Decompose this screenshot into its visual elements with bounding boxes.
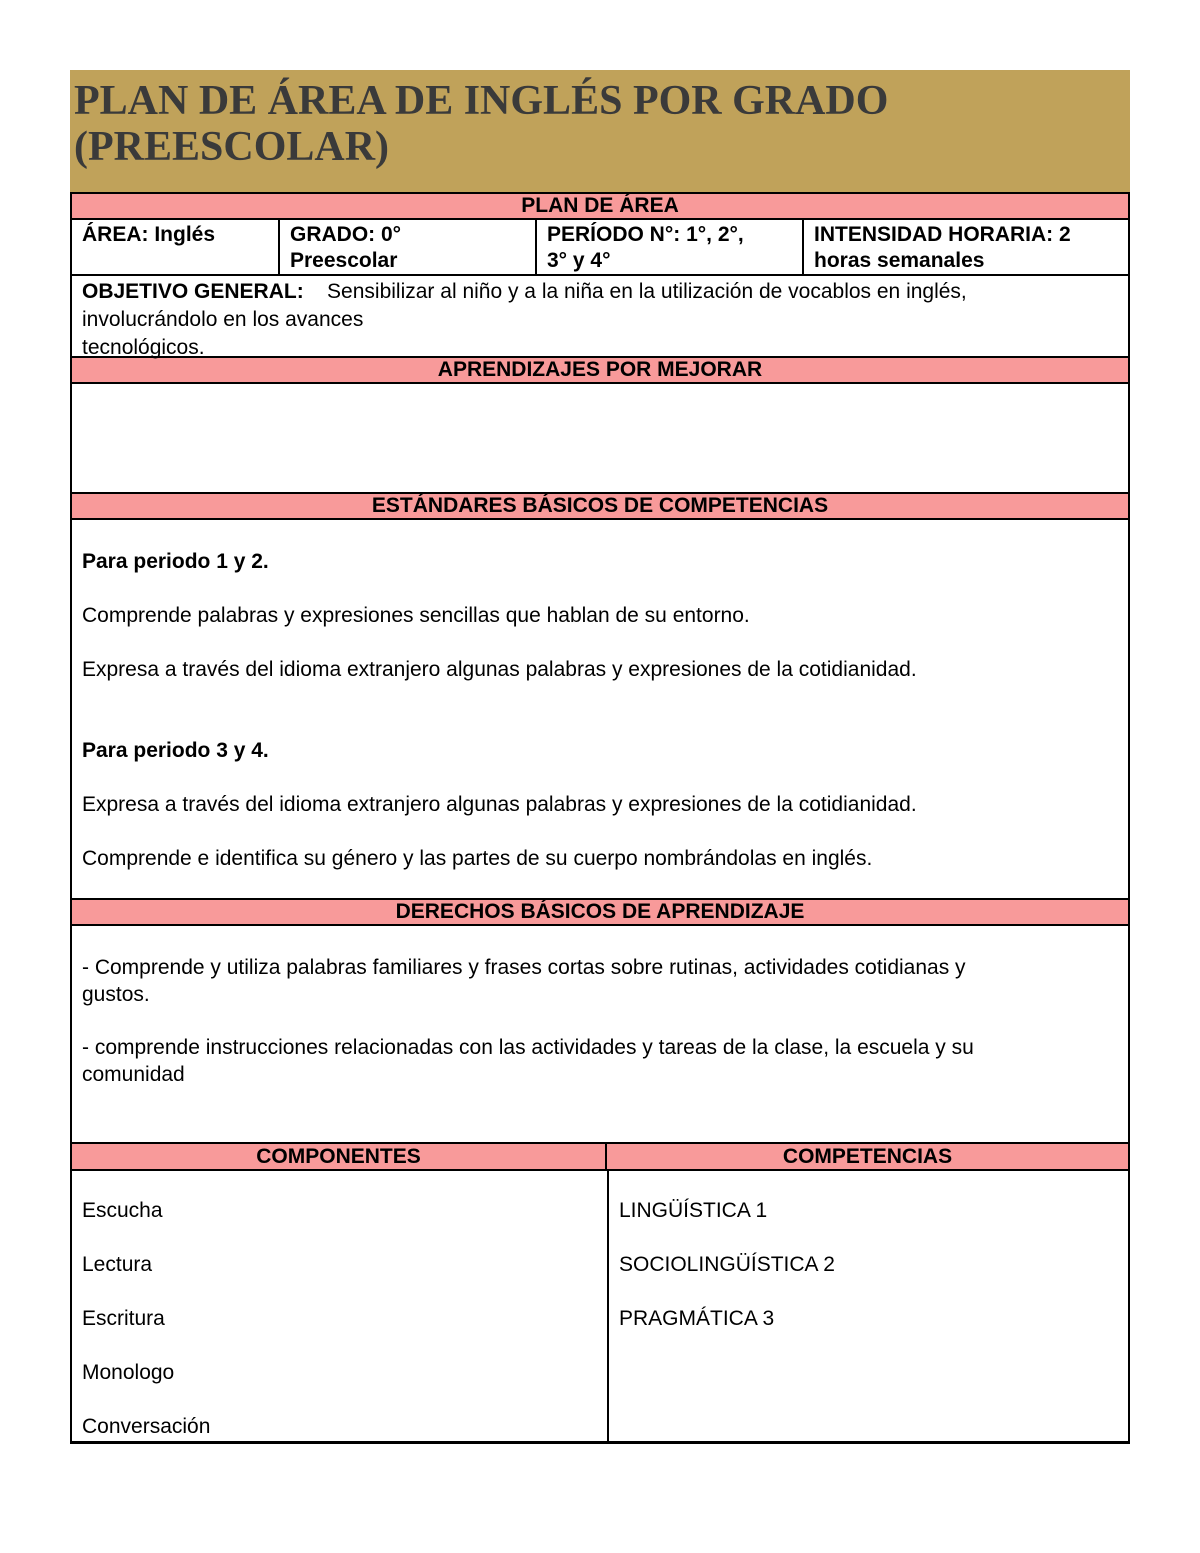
derechos-item-2-line-1: - comprende instrucciones relacionadas con las actividades y tareas de la clase, la escuela y su [82, 1036, 974, 1059]
estandares-block [72, 520, 1128, 900]
componentes-column [72, 1171, 607, 1441]
two-column-header [72, 1144, 1128, 1171]
aprendizajes-block [72, 384, 1128, 494]
componentes-header: COMPONENTES [72, 1144, 607, 1169]
estandares-period-2-item: Comprende e identifica su género y las partes de su cuerpo nombrándolas en inglés. [82, 847, 873, 870]
competencia-item: PRAGMÁTICA 3 [619, 1307, 775, 1330]
aprendizajes-header: APRENDIZAJES POR MEJORAR [72, 358, 1128, 384]
periodo-line-2: 3° y 4° [547, 249, 611, 272]
derechos-item-1-line-2: gustos. [82, 983, 150, 1006]
objetivo-text-3: tecnológicos. [82, 336, 205, 359]
objetivo-block [72, 274, 1128, 358]
competencias-header: COMPETENCIAS [607, 1144, 1128, 1169]
componente-item: Conversación [82, 1415, 211, 1438]
title-line-2: (PREESCOLAR) [74, 124, 390, 170]
grado-line-2: Preescolar [290, 249, 398, 272]
competencias-column [607, 1171, 1128, 1441]
document-sheet [70, 70, 1130, 1444]
intensidad-cell [804, 220, 1128, 274]
intensidad-line-1: INTENSIDAD HORARIA: 2 [814, 223, 1071, 246]
plan-header: PLAN DE ÁREA [72, 192, 1128, 220]
plan-table [70, 192, 1130, 1444]
document-title [74, 78, 1126, 170]
derechos-item [82, 1034, 1118, 1088]
derechos-item-1-line-1: - Comprende y utiliza palabras familiares y frases cortas sobre rutinas, actividades cotidianas y [82, 956, 966, 979]
area-label: ÁREA: Inglés [82, 223, 216, 246]
estandares-period-1-item: Expresa a través del idioma extranjero algunas palabras y expresiones de la cotidianidad. [82, 658, 917, 681]
componente-item: Escucha [82, 1199, 163, 1222]
objetivo-label: OBJETIVO GENERAL: [82, 280, 304, 303]
competencia-item: SOCIOLINGÜÍSTICA 2 [619, 1253, 835, 1276]
estandares-period-2-title: Para periodo 3 y 4. [82, 739, 269, 762]
componente-item: Monologo [82, 1361, 175, 1384]
derechos-block [72, 926, 1128, 1144]
estandares-header: ESTÁNDARES BÁSICOS DE COMPETENCIAS [72, 494, 1128, 520]
grado-line-1: GRADO: 0° [290, 223, 402, 246]
estandares-period-1-title: Para periodo 1 y 2. [82, 550, 269, 573]
derechos-item-2-line-2: comunidad [82, 1063, 185, 1086]
periodo-line-1: PERÍODO N°: 1°, 2°, [547, 223, 744, 246]
intensidad-line-2: horas semanales [814, 249, 985, 272]
area-cell [72, 220, 280, 274]
componente-item: Lectura [82, 1253, 153, 1276]
objetivo-text-2: involucrándolo en los avances [82, 308, 364, 331]
title-line-1: PLAN DE ÁREA DE INGLÉS POR GRADO [74, 78, 889, 124]
estandares-period-1-item: Comprende palabras y expresiones sencillas que hablan de su entorno. [82, 604, 750, 627]
two-column-body [72, 1171, 1128, 1444]
competencia-item: LINGÜÍSTICA 1 [619, 1199, 768, 1222]
estandares-period-2-item: Expresa a través del idioma extranjero algunas palabras y expresiones de la cotidianidad. [82, 793, 917, 816]
derechos-item [82, 954, 1118, 1008]
objetivo-text-1: Sensibilizar al niño y a la niña en la utilización de vocablos en inglés, [327, 280, 967, 303]
componente-item: Escritura [82, 1307, 165, 1330]
periodo-cell [537, 220, 804, 274]
grado-cell [280, 220, 537, 274]
derechos-header: DERECHOS BÁSICOS DE APRENDIZAJE [72, 900, 1128, 926]
title-band [70, 70, 1130, 192]
info-row [72, 220, 1128, 274]
